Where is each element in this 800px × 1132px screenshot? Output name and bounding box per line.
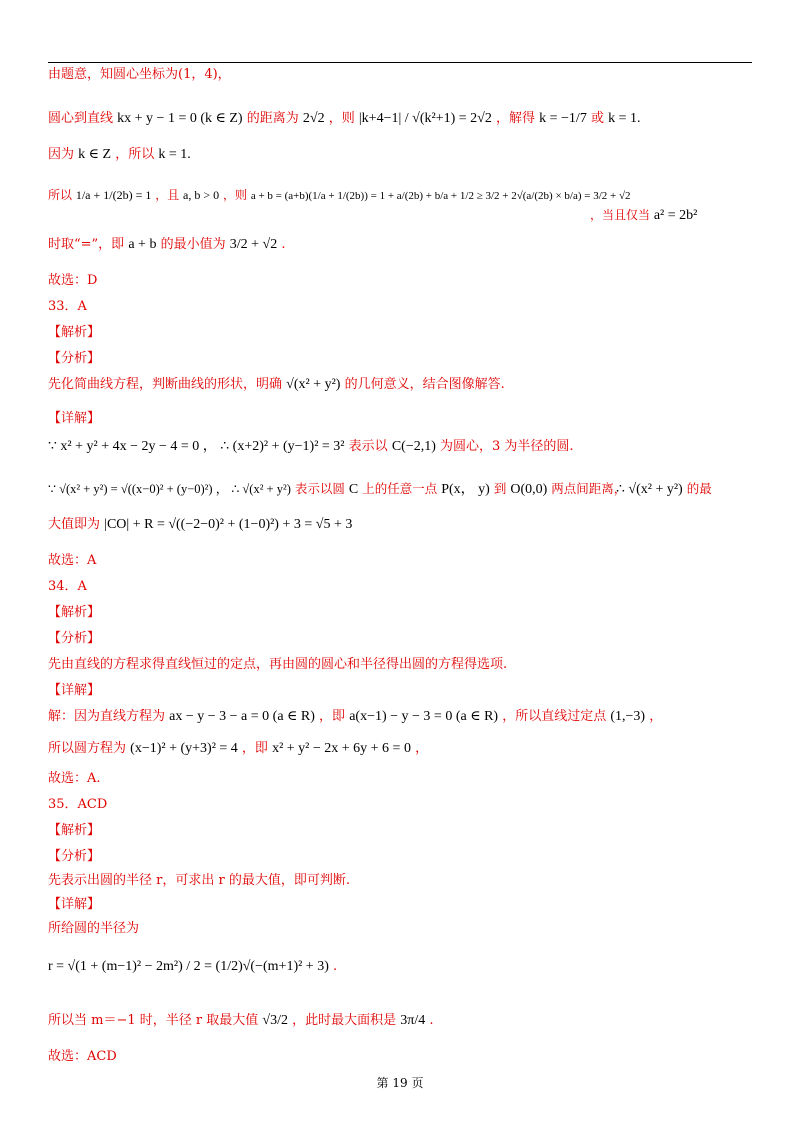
equation: ∵ √(x² + y²) = √((x−0)² + (y−0)²) ， ∴ √(x² + y²): [48, 482, 291, 496]
equation: ax − y − 3 − a = 0 (a ∈ R): [169, 709, 315, 724]
equation: k = 1.: [608, 111, 641, 126]
text-line: 故选：A: [48, 553, 97, 568]
equation: P(x， y): [441, 482, 490, 497]
equation: a² = 2b²: [653, 208, 698, 223]
text-line: ，当且仅当 a² = 2b²: [590, 208, 698, 223]
equation: a, b > 0: [183, 188, 220, 202]
text-line: 由题意，知圆心坐标为(1，4)，: [48, 67, 231, 82]
equation: a + b: [128, 237, 157, 252]
equation: (x−1)² + (y+3)² = 4: [130, 741, 238, 756]
equation: kx + y − 1 = 0 (k ∈ Z): [117, 111, 243, 126]
equation: 3/2 + √2: [229, 237, 278, 252]
equation: |k+4−1| / √(k²+1) = 2√2: [358, 111, 492, 126]
text-line: 因为 k ∈ Z ，所以 k = 1.: [48, 147, 191, 162]
text-line: 圆心到直线 kx + y − 1 = 0 (k ∈ Z) 的距离为 2√2 ，则 |k+4−1| / √(k²+1) = 2√2 ，解得 k = −1/7 或 k = 1.: [48, 111, 641, 126]
text-line: 先由直线的方程求得直线恒过的定点，再由圆的圆心和半径得出圆的方程得选项.: [48, 657, 508, 672]
text-line: ∵ √(x² + y²) = √((x−0)² + (y−0)²) ， ∴ √(x² + y²) 表示以圆 C 上的任意一点 P(x， y) 到 O(0,0) 两点间距离，: [48, 481, 627, 497]
text-line: r = √(1 + (m−1)² − 2m²) / 2 = (1/2)√(−(m+1)² + 3) .: [48, 959, 338, 974]
text-line: 故选：ACD: [48, 1049, 117, 1064]
equation: r = √(1 + (m−1)² − 2m²) / 2 = (1/2)√(−(m+1)² + 3): [48, 959, 329, 974]
section-label: 【分析】: [48, 631, 101, 646]
equation: √(x² + y²): [286, 377, 341, 392]
section-label: 【分析】: [48, 351, 101, 366]
section-label: 【详解】: [48, 683, 101, 698]
equation: C: [348, 482, 359, 497]
section-label: 【解析】: [48, 823, 101, 838]
equation: ∴ √(x² + y²): [616, 482, 683, 497]
question-number: 34．A: [48, 579, 87, 594]
equation: k = 1.: [158, 147, 191, 162]
equation: O(0,0): [510, 482, 548, 497]
text-line: ∴ √(x² + y²) 的最: [616, 481, 712, 497]
equation: 1/a + 1/(2b) = 1: [75, 188, 152, 202]
equation: k ∈ Z: [78, 147, 112, 162]
text-line: ∵ x² + y² + 4x − 2y − 4 = 0 ， ∴ (x+2)² + (y−1)² = 3² 表示以 C(−2,1) 为圆心，3 为半径的圆.: [48, 439, 574, 454]
text-line: 所给圆的半径为: [48, 921, 140, 936]
page-number: 第 19 页: [376, 1076, 424, 1090]
text-line: 所以圆方程为 (x−1)² + (y+3)² = 4 ，即 x² + y² − 2x + 6y + 6 = 0 ，: [48, 741, 429, 756]
equation: x² + y² − 2x + 6y + 6 = 0: [272, 741, 411, 756]
equation: ∵ x² + y² + 4x − 2y − 4 = 0 ， ∴ (x+2)² + (y−1)² = 3²: [48, 439, 345, 454]
section-label: 【解析】: [48, 605, 101, 620]
text-line: 大值即为 |CO| + R = √((−2−0)² + (1−0)²) + 3 = √5 + 3: [48, 517, 353, 532]
text-line: 故选：A.: [48, 771, 101, 786]
equation: a + b = (a+b)(1/a + 1/(2b)) = 1 + a/(2b) + b/a + 1/2 ≥ 3/2 + 2√(a/(2b) × b/a) = 3/2 + √2: [250, 190, 631, 202]
equation: |CO| + R = √((−2−0)² + (1−0)²) + 3 = √5 + 3: [104, 517, 353, 532]
section-label: 【分析】: [48, 849, 101, 864]
equation: √3/2: [262, 1013, 288, 1028]
header-rule: [48, 62, 752, 63]
text-line: 时取“=”，即 a + b 的最小值为 3/2 + √2 .: [48, 237, 286, 252]
question-number: 33．A: [48, 299, 87, 314]
text-line: 先表示出圆的半径 r，可求出 r 的最大值，即可判断.: [48, 873, 350, 888]
question-number: 35．ACD: [48, 797, 108, 812]
section-label: 【详解】: [48, 411, 101, 426]
text-line: 所以 1/a + 1/(2b) = 1 ，且 a, b > 0 ，则 a + b = (a+b)(1/a + 1/(2b)) = 1 + a/(2b) + b/a + 1/2 ≥ 3/2 + 2√(a/(2b) × b/a) = 3/2 + √2: [48, 188, 631, 202]
text-line: 先化简曲线方程，判断曲线的形状，明确 √(x² + y²) 的几何意义，结合图像解答.: [48, 377, 505, 392]
equation: k = −1/7: [539, 111, 587, 126]
text-line: 故选：D: [48, 273, 98, 288]
text-line: 所以当 m＝−1 时，半径 r 取最大值 √3/2 ，此时最大面积是 3π/4 .: [48, 1013, 434, 1028]
section-label: 【详解】: [48, 897, 101, 912]
equation: C(−2,1): [391, 439, 436, 454]
equation: 3π/4: [400, 1013, 426, 1028]
equation: (1,−3): [610, 709, 646, 724]
equation: 2√2: [302, 111, 325, 126]
equation: a(x−1) − y − 3 = 0 (a ∈ R): [349, 709, 499, 724]
section-label: 【解析】: [48, 325, 101, 340]
text-line: 解：因为直线方程为 ax − y − 3 − a = 0 (a ∈ R) ，即 a(x−1) − y − 3 = 0 (a ∈ R) ，所以直线过定点 (1,−3) ，: [48, 709, 663, 724]
